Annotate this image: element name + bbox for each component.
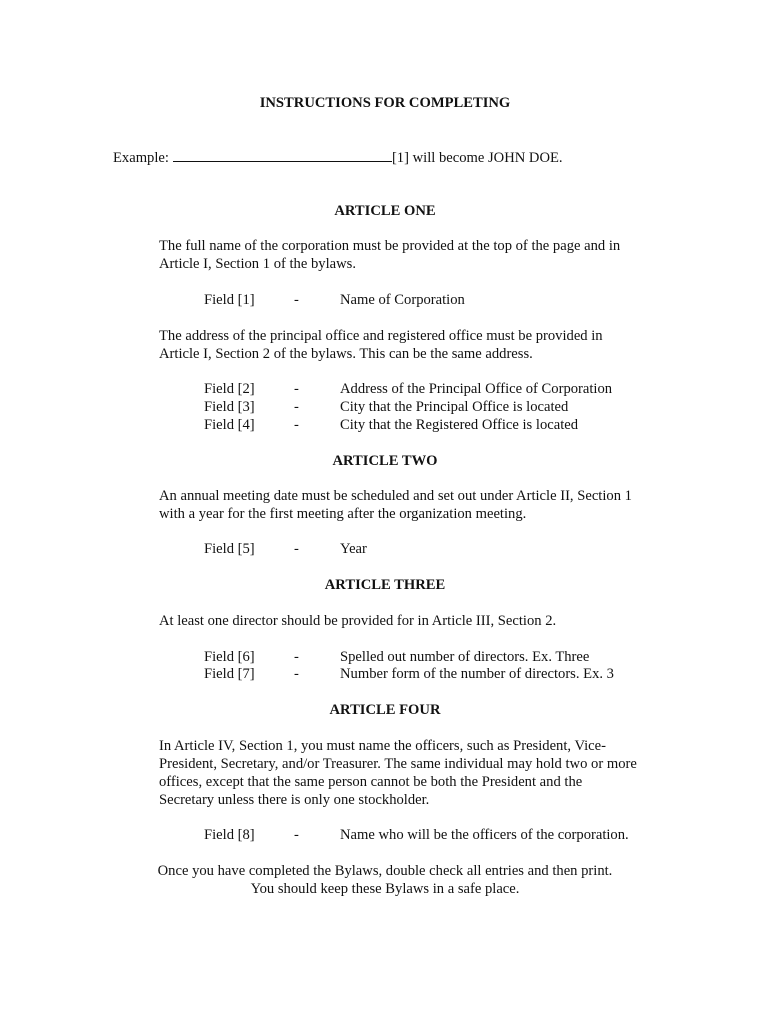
closing-line-1: Once you have completed the Bylaws, double check all entries and then print. xyxy=(157,863,613,879)
field-row-1 xyxy=(0,291,770,309)
paragraph-line: The address of the principal office and registered office must be provided in xyxy=(159,328,603,344)
field-dash: - xyxy=(294,417,299,433)
field-row-4 xyxy=(0,416,770,434)
article-three-paragraph xyxy=(159,612,679,630)
field-dash: - xyxy=(294,666,299,682)
field-dash: - xyxy=(294,381,299,397)
paragraph-line: Article I, Section 1 of the bylaws. xyxy=(159,256,356,272)
field-label: Field [4] xyxy=(204,417,255,433)
example-line xyxy=(113,148,563,167)
article-two-heading: ARTICLE TWO xyxy=(332,453,438,469)
field-description: Year xyxy=(340,541,367,557)
example-blank xyxy=(173,148,392,162)
paragraph-line: The full name of the corporation must be provided at the top of the page and in xyxy=(159,238,621,254)
paragraph-line: President, Secretary, and/or Treasurer. The same individual may hold two or more xyxy=(159,756,637,772)
page-title: INSTRUCTIONS FOR COMPLETING xyxy=(259,95,511,111)
paragraph-line: In Article IV, Section 1, you must name the officers, such as President, Vice- xyxy=(159,738,606,754)
paragraph-line: Article I, Section 2 of the bylaws. This can be the same address. xyxy=(159,346,533,362)
field-row-6 xyxy=(0,648,770,666)
article-three-heading: ARTICLE THREE xyxy=(324,577,446,593)
article-four-paragraph xyxy=(159,737,679,809)
field-dash: - xyxy=(294,399,299,415)
field-row-7 xyxy=(0,665,770,683)
field-description: Name who will be the officers of the corporation. xyxy=(340,827,629,843)
field-label: Field [5] xyxy=(204,541,255,557)
field-description: City that the Principal Office is located xyxy=(340,399,569,415)
field-description: Address of the Principal Office of Corporation xyxy=(340,381,613,397)
article-two-paragraph xyxy=(159,487,679,523)
field-label: Field [1] xyxy=(204,292,255,308)
field-label: Field [2] xyxy=(204,381,255,397)
field-dash: - xyxy=(294,649,299,665)
field-row-5 xyxy=(0,540,770,558)
paragraph-line: An annual meeting date must be scheduled and set out under Article II, Section 1 xyxy=(159,488,632,504)
paragraph-line: offices, except that the same person cannot be both the President and the xyxy=(159,774,583,790)
field-row-2 xyxy=(0,380,770,398)
field-dash: - xyxy=(294,292,299,308)
field-description: Spelled out number of directors. Ex. Three xyxy=(340,649,590,665)
example-suffix: [1] will become JOHN DOE. xyxy=(391,150,563,166)
example-prefix: Example: xyxy=(113,150,169,166)
article-one-paragraph-2 xyxy=(159,327,679,363)
paragraph-line: with a year for the first meeting after the organization meeting. xyxy=(159,506,527,522)
field-description: Number form of the number of directors. Ex. 3 xyxy=(340,666,614,682)
article-one-heading: ARTICLE ONE xyxy=(334,203,436,219)
article-four-heading: ARTICLE FOUR xyxy=(329,702,441,718)
field-dash: - xyxy=(294,827,299,843)
field-description: Name of Corporation xyxy=(340,292,465,308)
field-label: Field [3] xyxy=(204,399,255,415)
field-dash: - xyxy=(294,541,299,557)
field-row-3 xyxy=(0,398,770,416)
paragraph-line: Secretary unless there is only one stockholder. xyxy=(159,792,430,808)
field-label: Field [8] xyxy=(204,827,255,843)
field-row-8 xyxy=(0,826,770,844)
article-one-paragraph-1 xyxy=(159,237,679,273)
field-label: Field [6] xyxy=(204,649,255,665)
closing-line-2: You should keep these Bylaws in a safe place. xyxy=(250,881,520,897)
paragraph-line: At least one director should be provided for in Article III, Section 2. xyxy=(159,613,557,629)
field-description: City that the Registered Office is located xyxy=(340,417,579,433)
field-label: Field [7] xyxy=(204,666,255,682)
